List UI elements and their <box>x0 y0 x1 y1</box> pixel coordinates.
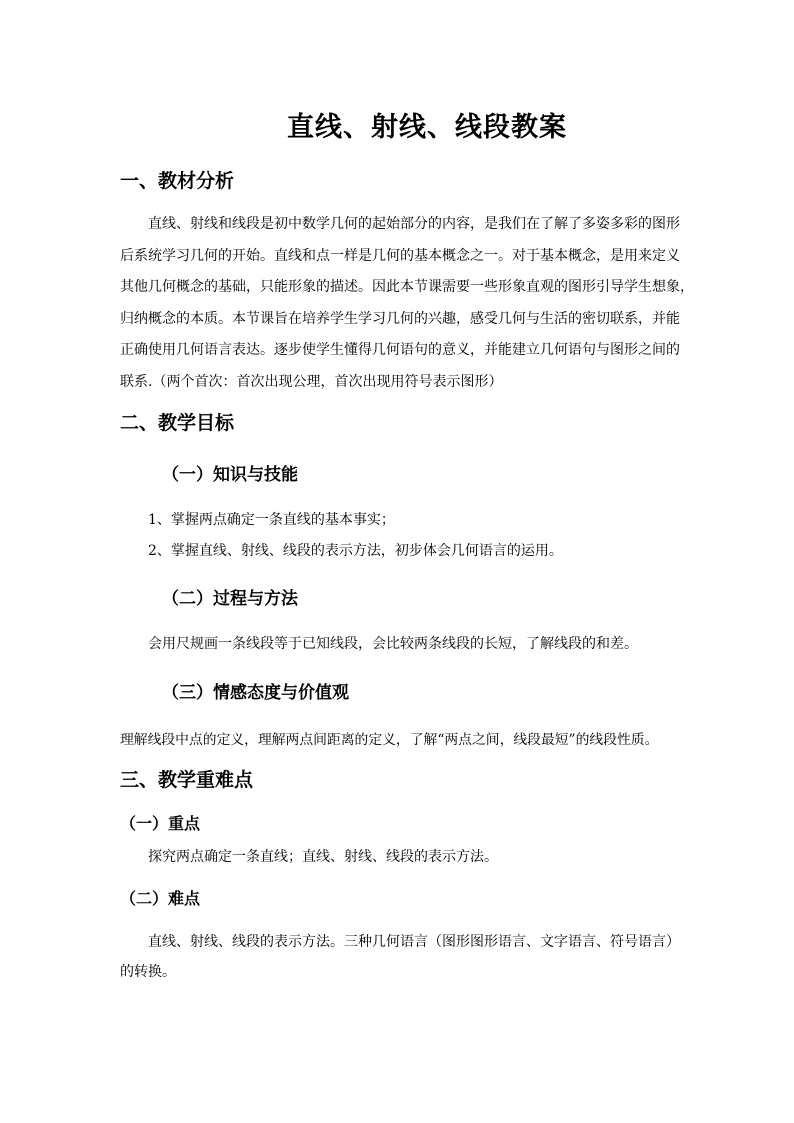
section-heading-objectives: 二、教学目标 <box>120 412 235 434</box>
analysis-note: （两个首次：首次出现公理，首次出现用符号表示图形） <box>152 373 503 390</box>
analysis-paragraph <box>120 209 694 398</box>
subheading-key-point: （一）重点 <box>120 814 201 833</box>
key-point-text: 探究两点确定一条直线；直线、射线、线段的表示方法。 <box>148 849 498 865</box>
difficulty-paragraph <box>120 927 680 987</box>
analysis-line: 正确使用几何语言表达。逐步使学生懂得几何语句的意义，并能建立几何语句与图形之间的 <box>120 342 680 358</box>
subheading-emotion-values: （三）情感态度与价值观 <box>162 683 349 703</box>
difficulty-line: 直线、射线、线段的表示方法。三种几何语言（图形图形语言、文字语言、符号语言） <box>148 934 680 950</box>
objective-item: 1、掌握两点确定一条直线的基本事实； <box>148 512 395 528</box>
document-title: 直线、射线、线段教案 <box>287 112 567 143</box>
subheading-difficulty: （二）难点 <box>120 889 201 908</box>
emotion-values-text: 理解线段中点的定义，理解两点间距离的定义，了解“两点之间，线段最短”的线段性质。 <box>120 732 659 748</box>
difficulty-line: 的转换。 <box>120 964 176 980</box>
analysis-line: 其他几何概念的基础，只能形象的描述。因此本节课需要一些形象直观的图形引导学生想象， <box>120 279 694 295</box>
subheading-process-method: （二）过程与方法 <box>162 589 298 609</box>
analysis-line-end: 联系. <box>120 373 153 390</box>
analysis-line: 直线、射线和线段是初中数学几何的起始部分的内容，是我们在了解了多姿多彩的图形 <box>148 216 680 232</box>
subheading-knowledge-skills: （一）知识与技能 <box>162 465 298 485</box>
analysis-line: 后系统学习几何的开始。直线和点一样是几何的基本概念之一。对于基本概念，是用来定义 <box>120 247 680 264</box>
analysis-line-last <box>120 367 676 399</box>
process-method-text: 会用尺规画一条线段等于已知线段，会比较两条线段的长短，了解线段的和差。 <box>148 636 638 652</box>
section-heading-analysis: 一、教材分析 <box>120 170 235 192</box>
analysis-line: 归纳概念的本质。本节课旨在培养学生学习几何的兴趣，感受几何与生活的密切联系，并能 <box>120 310 680 327</box>
section-heading-key-points: 三、教学重难点 <box>120 769 254 791</box>
objective-item: 2、掌握直线、射线、线段的表示方法，初步体会几何语言的运用。 <box>148 543 563 559</box>
